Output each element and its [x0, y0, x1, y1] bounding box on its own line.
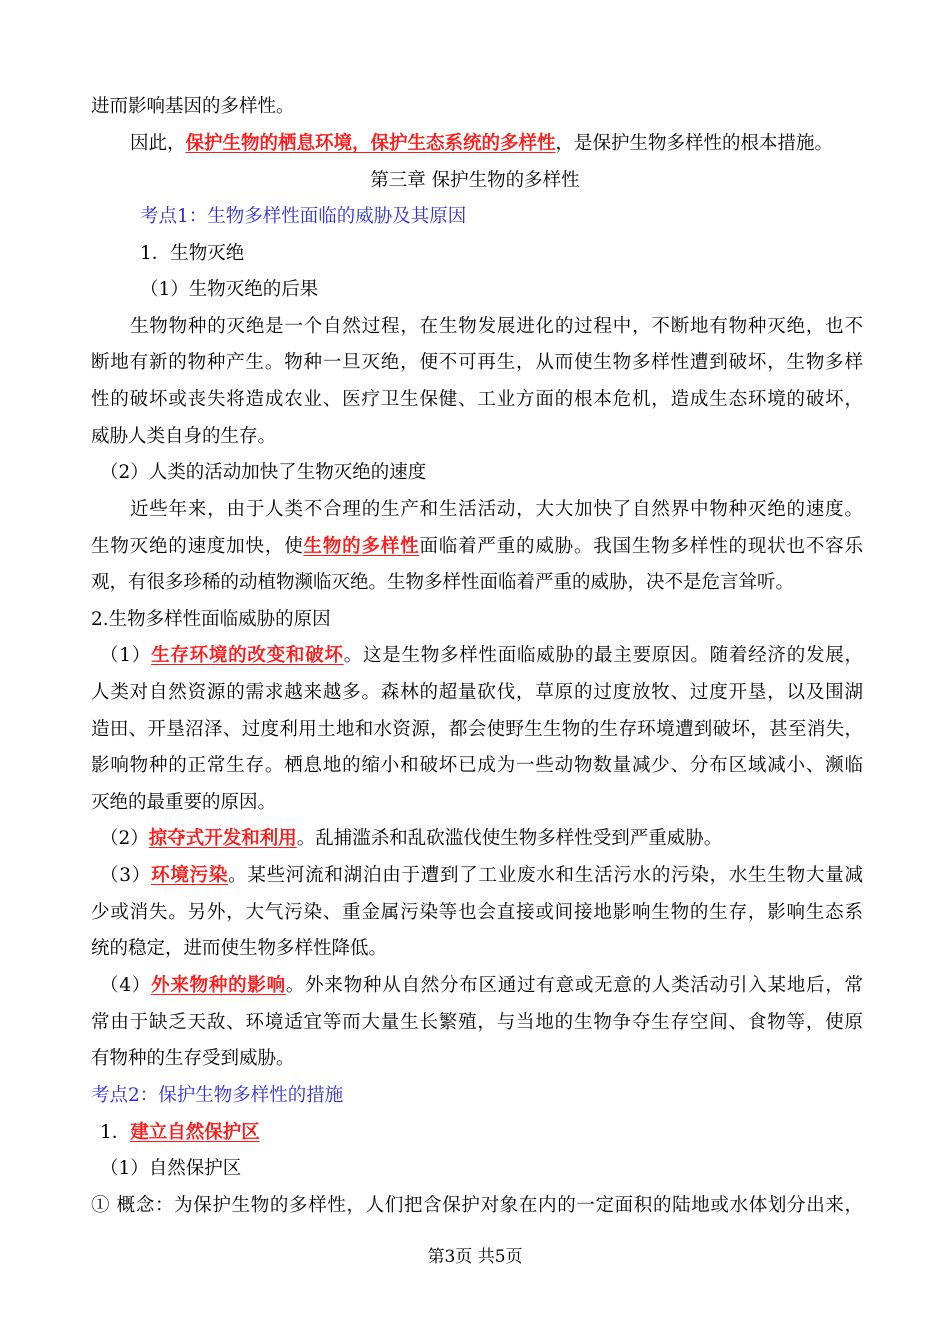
- subsection-heading: （2）人类的活动加快了生物灭绝的速度: [100, 462, 427, 483]
- exam-point-heading: 考点1：生物多样性面临的威胁及其原因: [140, 206, 467, 227]
- text-span: 。某些河流和湖泊由于遭到了工业废水和生活污水的污染，水生生物大量减: [228, 865, 863, 886]
- text-span: 。这是生物多样性面临威胁的最主要原因。随着经济的发展，: [343, 645, 863, 666]
- highlighted-keyword: 环境污染: [151, 865, 229, 886]
- highlighted-keyword: 保护生物的栖息环境，保护生态系统的多样性: [185, 133, 556, 154]
- paragraph-line: 威胁人类自身的生存。: [91, 426, 277, 447]
- paragraph-line: 人类对自然资源的需求越来越多。森林的超量砍伐，草原的过度放牧、过度开垦，以及围湖: [91, 682, 863, 703]
- highlighted-keyword: 建立自然保护区: [130, 1122, 260, 1143]
- text-span: 。外来物种从自然分布区通过有意或无意的人类活动引入某地后，常: [285, 975, 863, 996]
- paragraph-line: [100, 826, 722, 852]
- paragraph-line: 观，有很多珍稀的动植物濒临灭绝。生物多样性面临着严重的威胁，决不是危言耸听。: [91, 572, 795, 593]
- exam-point-heading: 考点2：保护生物多样性的措施: [91, 1085, 344, 1106]
- paragraph-line: 进而影响基因的多样性。: [91, 96, 295, 117]
- paragraph-line: 生物物种的灭绝是一个自然过程，在生物发展进化的过程中，不断地有物种灭绝，也不: [130, 316, 863, 337]
- paragraph-line: 近些年来，由于人类不合理的生产和生活活动，大大加快了自然界中物种灭绝的速度。: [130, 499, 863, 520]
- paragraph-line: 灭绝的最重要的原因。: [91, 792, 277, 813]
- text-span: ，是保护生物多样性的根本措施。: [555, 133, 834, 154]
- text-span: 因此，: [130, 133, 186, 154]
- page-footer: 第3页 共5页: [427, 1247, 523, 1267]
- paragraph-line: 造田、开垦沼泽、过度利用土地和水资源，都会使野生生物的生存环境遭到破坏，甚至消失，: [91, 719, 863, 740]
- section-heading: 2.生物多样性面临威胁的原因: [91, 609, 331, 630]
- highlighted-keyword: 生存环境的改变和破坏: [151, 645, 344, 666]
- paragraph-line: [91, 534, 863, 560]
- text-span: 1．: [100, 1122, 131, 1143]
- highlighted-keyword: 外来物种的影响: [151, 975, 286, 996]
- paragraph-line: [100, 973, 863, 999]
- paragraph-line: 少或消失。另外，大气污染、重金属污染等也会直接或间接地影响生物的生存，影响生态系: [91, 902, 863, 923]
- paragraph-line: [130, 131, 833, 157]
- subsection-heading: （1）生物灭绝的后果: [140, 279, 319, 300]
- subsection-heading: （1）自然保护区: [100, 1158, 242, 1179]
- text-span: （3）: [100, 865, 152, 886]
- section-heading: [100, 1120, 260, 1146]
- text-span: 面临着严重的威胁。我国生物多样性的现状也不容乐: [419, 536, 863, 557]
- paragraph-line: 常由于缺乏天敌、环境适宜等而大量生长繁殖，与当地的生物争夺生存空间、食物等，使原: [91, 1012, 863, 1033]
- text-span: 。乱捕滥杀和乱砍滥伐使生物多样性受到严重威胁。: [296, 828, 723, 849]
- paragraph-line: 统的稳定，进而使生物多样性降低。: [91, 938, 388, 959]
- paragraph-line: 性的破坏或丧失将造成农业、医疗卫生保健、工业方面的根本危机，造成生态环境的破坏，: [91, 389, 863, 410]
- text-span: （1）: [100, 645, 152, 666]
- highlighted-keyword: 掠夺式开发和利用: [148, 828, 297, 849]
- section-heading: 1．生物灭绝: [140, 243, 245, 264]
- text-span: （2）: [100, 828, 149, 849]
- paragraph-line: 有物种的生存受到威胁。: [91, 1048, 295, 1069]
- paragraph-line: 断地有新的物种产生。物种一旦灭绝，便不可再生，从而使生物多样性遭到破坏，生物多样: [91, 352, 863, 373]
- chapter-title: 第三章 保护生物的多样性: [370, 170, 580, 191]
- paragraph-line: ① 概念：为保护生物的多样性，人们把含保护对象在内的一定面积的陆地或水体划分出来，: [91, 1195, 863, 1216]
- paragraph-line: [100, 863, 863, 889]
- highlighted-keyword: 生物的多样性: [303, 536, 420, 557]
- paragraph-line: [100, 643, 863, 669]
- text-span: 生物灭绝的速度加快，使: [91, 536, 304, 557]
- text-span: （4）: [100, 975, 152, 996]
- paragraph-line: 影响物种的正常生存。栖息地的缩小和破坏已成为一些动物数量减少、分布区域减小、濒临: [91, 755, 863, 776]
